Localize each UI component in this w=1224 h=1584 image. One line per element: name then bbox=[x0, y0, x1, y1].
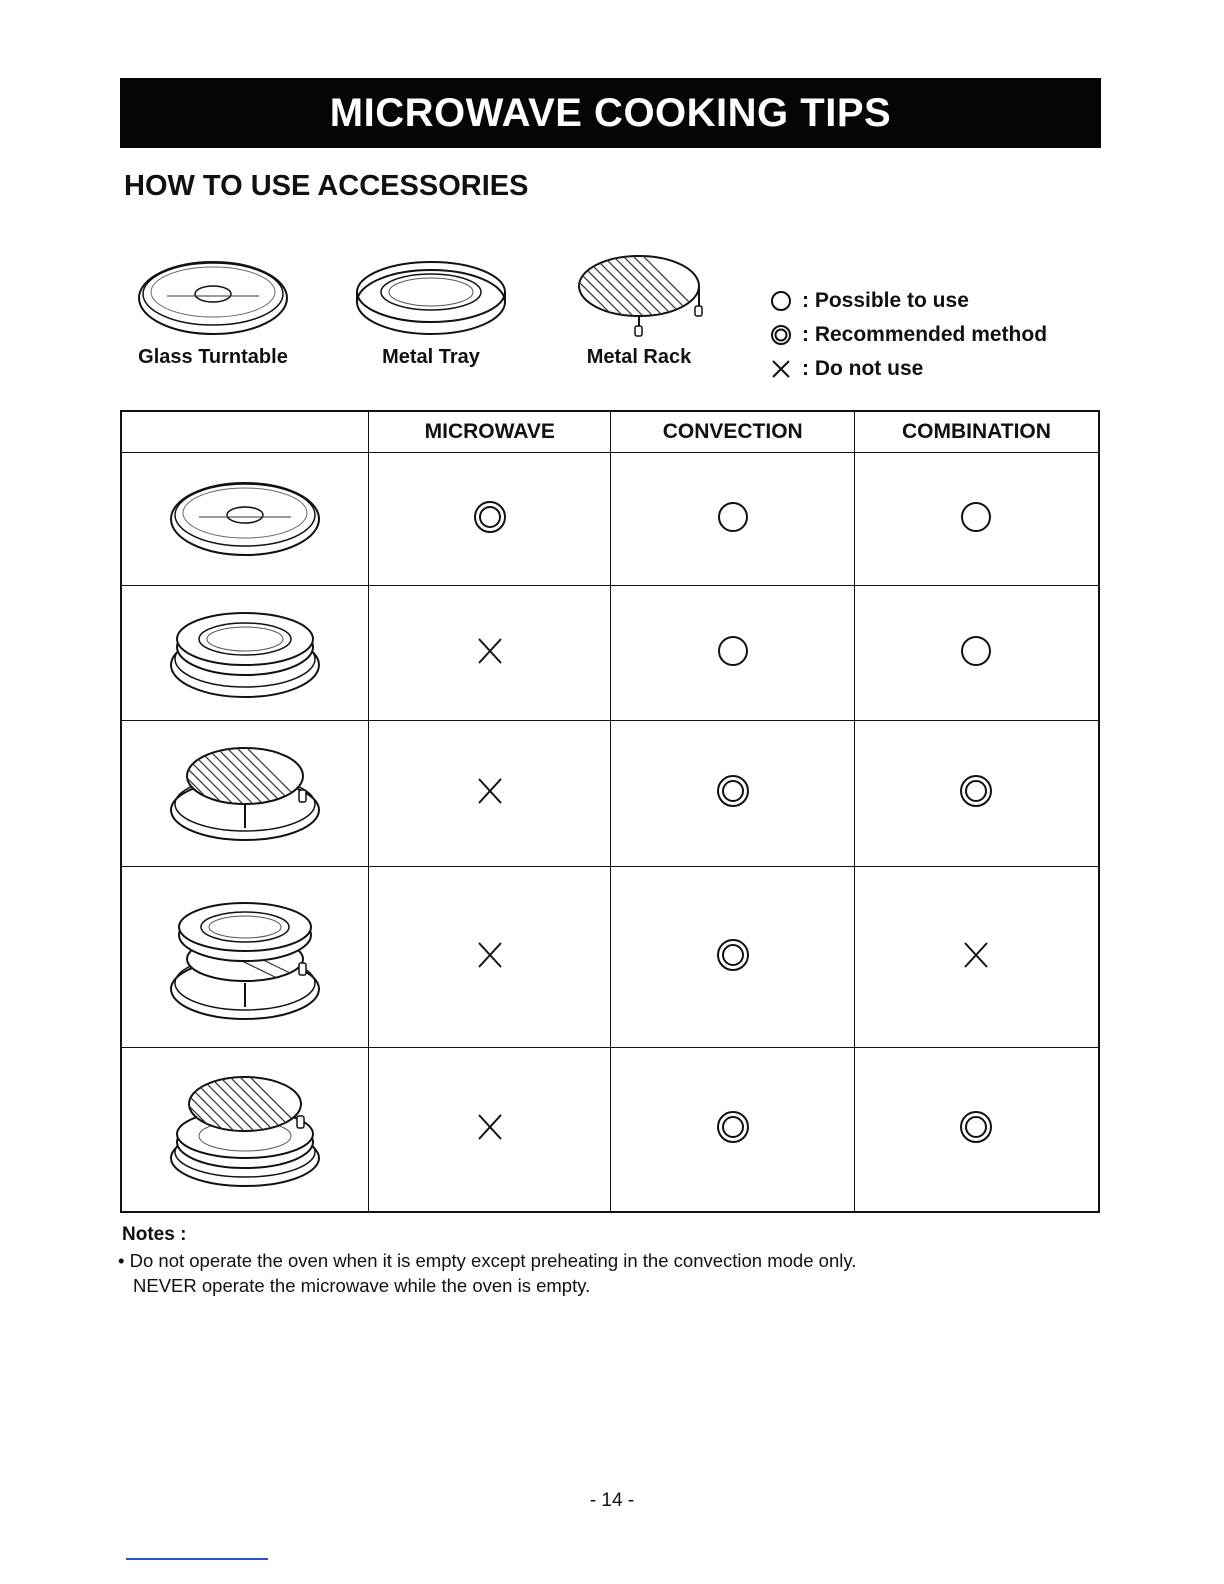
usage-mark bbox=[611, 867, 854, 1048]
double-circle-icon bbox=[716, 938, 750, 972]
double-circle-icon bbox=[768, 324, 794, 346]
accessory-label: Metal Tray bbox=[382, 346, 480, 368]
rack-on-tray-on-turntable-icon bbox=[165, 1062, 325, 1192]
circle-icon bbox=[716, 634, 750, 668]
table-row bbox=[121, 1048, 1099, 1212]
table-header-row bbox=[121, 411, 1099, 453]
circle-icon bbox=[716, 500, 750, 534]
usage-mark bbox=[854, 1048, 1099, 1212]
usage-mark-recommended bbox=[716, 774, 750, 808]
banner-title: MICROWAVE COOKING TIPS bbox=[329, 90, 892, 135]
usage-mark-recommended bbox=[716, 1110, 750, 1144]
tray-on-rack-on-turntable-icon bbox=[165, 885, 325, 1025]
double-circle-icon bbox=[716, 1110, 750, 1144]
circle-icon bbox=[959, 634, 993, 668]
usage-mark bbox=[611, 1048, 854, 1212]
table-row bbox=[121, 586, 1099, 721]
legend-not-use bbox=[768, 352, 1047, 386]
link-underline bbox=[126, 1558, 268, 1560]
usage-mark bbox=[369, 867, 611, 1048]
accessory-cell bbox=[121, 867, 369, 1048]
accessory-usage-table bbox=[120, 410, 1100, 1213]
usage-mark bbox=[854, 721, 1099, 867]
usage-mark-not-use bbox=[476, 776, 504, 806]
legend bbox=[768, 284, 1047, 386]
usage-mark-recommended bbox=[473, 500, 507, 534]
accessory-metal-tray bbox=[346, 252, 516, 369]
note-line: NEVER operate the microwave while the oven is empty. bbox=[133, 1275, 591, 1296]
table-row bbox=[121, 453, 1099, 586]
usage-mark bbox=[369, 721, 611, 867]
usage-mark-not-use bbox=[962, 940, 990, 970]
accessory-metal-rack bbox=[554, 252, 724, 369]
legend-text: : Possible to use bbox=[802, 289, 969, 312]
accessory-glass-turntable bbox=[128, 252, 298, 369]
x-icon bbox=[476, 1112, 504, 1142]
accessory-cell bbox=[121, 586, 369, 721]
notes-body bbox=[118, 1248, 856, 1298]
double-circle-icon bbox=[959, 774, 993, 808]
glass-turntable-icon bbox=[165, 473, 325, 561]
note-line: • Do not operate the oven when it is empty except preheating in the convection mode only. bbox=[118, 1250, 857, 1271]
circle-icon bbox=[959, 500, 993, 534]
usage-mark-not-use bbox=[476, 1112, 504, 1142]
circle-icon bbox=[768, 290, 794, 312]
usage-mark-recommended bbox=[716, 938, 750, 972]
usage-mark-possible bbox=[716, 634, 750, 668]
double-circle-icon bbox=[473, 500, 507, 534]
legend-recommended bbox=[768, 318, 1047, 352]
accessory-label: Glass Turntable bbox=[138, 346, 288, 368]
column-header-combination: COMBINATION bbox=[854, 411, 1099, 453]
usage-mark bbox=[854, 453, 1099, 586]
accessory-cell bbox=[121, 721, 369, 867]
notes-title: Notes : bbox=[122, 1224, 187, 1245]
tray-on-turntable-icon bbox=[165, 601, 325, 701]
table-row bbox=[121, 721, 1099, 867]
usage-mark bbox=[369, 1048, 611, 1212]
table-row bbox=[121, 867, 1099, 1048]
usage-mark-possible bbox=[716, 500, 750, 534]
legend-text: : Recommended method bbox=[802, 323, 1048, 346]
accessory-label: Metal Rack bbox=[586, 346, 692, 368]
column-header-convection: CONVECTION bbox=[611, 411, 854, 453]
usage-mark-recommended bbox=[959, 1110, 993, 1144]
x-icon bbox=[476, 776, 504, 806]
double-circle-icon bbox=[959, 1110, 993, 1144]
x-icon bbox=[476, 636, 504, 666]
glass-turntable-icon bbox=[133, 252, 293, 340]
usage-mark bbox=[611, 721, 854, 867]
usage-mark bbox=[611, 586, 854, 721]
double-circle-icon bbox=[716, 774, 750, 808]
usage-mark bbox=[611, 453, 854, 586]
metal-tray-icon bbox=[351, 252, 511, 340]
metal-rack-icon bbox=[559, 252, 719, 340]
usage-mark-not-use bbox=[476, 940, 504, 970]
legend-possible bbox=[768, 284, 1047, 318]
page-number: - 14 - bbox=[589, 1490, 635, 1511]
legend-text: : Do not use bbox=[802, 357, 924, 380]
x-icon bbox=[768, 358, 794, 380]
column-header-microwave: MICROWAVE bbox=[369, 411, 611, 453]
usage-mark bbox=[854, 867, 1099, 1048]
usage-mark bbox=[369, 453, 611, 586]
usage-mark bbox=[369, 586, 611, 721]
x-icon bbox=[962, 940, 990, 970]
rack-on-turntable-icon bbox=[165, 736, 325, 846]
x-icon bbox=[476, 940, 504, 970]
usage-mark bbox=[854, 586, 1099, 721]
page-banner bbox=[120, 78, 1101, 148]
table-header-empty bbox=[121, 411, 369, 453]
usage-mark-recommended bbox=[959, 774, 993, 808]
section-title: HOW TO USE ACCESSORIES bbox=[124, 170, 529, 202]
usage-mark-not-use bbox=[476, 636, 504, 666]
usage-mark-possible bbox=[959, 500, 993, 534]
accessory-cell bbox=[121, 453, 369, 586]
accessory-cell bbox=[121, 1048, 369, 1212]
usage-mark-possible bbox=[959, 634, 993, 668]
